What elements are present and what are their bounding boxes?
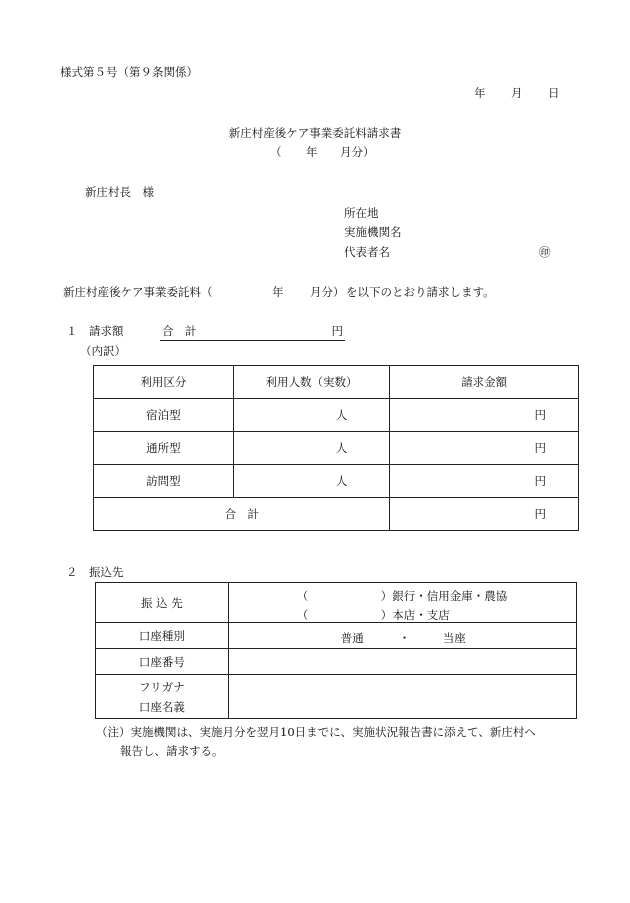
account-type-separator: ・	[398, 630, 411, 645]
total-row-amount-unit: 円	[390, 498, 579, 531]
account-type-cell	[228, 623, 576, 649]
account-name-label: 口座名義	[138, 699, 185, 714]
row-count-unit: 人	[233, 465, 390, 498]
row-category: 訪問型	[94, 465, 234, 498]
address-label: 所在地	[344, 206, 379, 220]
breakdown-label: （内訳）	[80, 344, 126, 358]
breakdown-table	[93, 365, 579, 531]
date-day-label: 日	[548, 86, 560, 100]
date-year-label: 年	[474, 86, 486, 100]
account-type-ordinary: 普通	[340, 630, 364, 645]
statement-month: 月分）	[310, 285, 345, 299]
row-category: 宿泊型	[94, 399, 234, 432]
row-count-unit: 人	[233, 399, 390, 432]
account-type-current: 当座	[442, 630, 466, 645]
representative-label: 代表者名	[344, 245, 390, 259]
table-header-row	[94, 366, 579, 399]
account-number-cell	[228, 649, 576, 675]
table-row	[94, 432, 579, 465]
date-month-label: 月	[511, 86, 523, 100]
total-unit: 円	[331, 324, 343, 338]
row-amount-unit: 円	[390, 432, 579, 465]
bank-open: （	[296, 588, 309, 603]
document-title: 新庄村産後ケア事業委託料請求書	[228, 126, 402, 140]
total-amount-line	[160, 326, 345, 341]
section2-heading: ２ 振込先	[66, 565, 124, 579]
account-name-cell	[228, 675, 576, 719]
account-type-row	[96, 623, 577, 649]
account-name-row	[96, 675, 577, 719]
branch-open: （	[296, 607, 309, 622]
header-amount: 請求金額	[390, 366, 579, 399]
transfer-label: 振 込 先	[96, 583, 229, 623]
table-total-row	[94, 498, 579, 531]
form-number: 様式第５号（第９条関係）	[60, 65, 198, 79]
bank-row	[96, 583, 577, 623]
total-row-label: 合 計	[94, 498, 390, 531]
account-number-label: 口座番号	[96, 649, 229, 675]
bank-cell	[228, 583, 576, 623]
seal-mark: ㊞	[539, 245, 551, 259]
row-count-unit: 人	[233, 432, 390, 465]
organization-label: 実施機関名	[344, 225, 402, 239]
table-row	[94, 399, 579, 432]
total-label: 合 計	[162, 324, 197, 338]
branch-close: ）本店・支店	[380, 607, 450, 622]
row-amount-unit: 円	[390, 399, 579, 432]
statement-suffix: を以下のとおり請求します。	[346, 285, 495, 299]
section1-heading: １ 請求額	[66, 324, 124, 338]
period-month: 月分）	[340, 145, 375, 159]
header-category: 利用区分	[94, 366, 234, 399]
table-row	[94, 465, 579, 498]
statement-prefix: 新庄村産後ケア事業委託料（	[63, 285, 213, 299]
period-year: 年	[306, 145, 318, 159]
row-amount-unit: 円	[390, 465, 579, 498]
addressee: 新庄村長 様	[85, 185, 154, 199]
note-line-1: （注）実施機関は、実施月分を翌月10日までに、実施状況報告書に添えて、新庄村へ	[96, 725, 536, 739]
account-number-row	[96, 649, 577, 675]
header-count: 利用人数（実数）	[233, 366, 390, 399]
period-open: （	[270, 145, 282, 159]
row-category: 通所型	[94, 432, 234, 465]
account-name-label-cell	[96, 675, 229, 719]
statement-year: 年	[272, 285, 284, 299]
transfer-table	[95, 582, 577, 719]
furigana-label: フリガナ	[139, 679, 185, 694]
bank-close: ）銀行・信用金庫・農協	[380, 588, 508, 603]
account-type-label: 口座種別	[96, 623, 229, 649]
note-line-2: 報告し、請求する。	[120, 744, 224, 758]
